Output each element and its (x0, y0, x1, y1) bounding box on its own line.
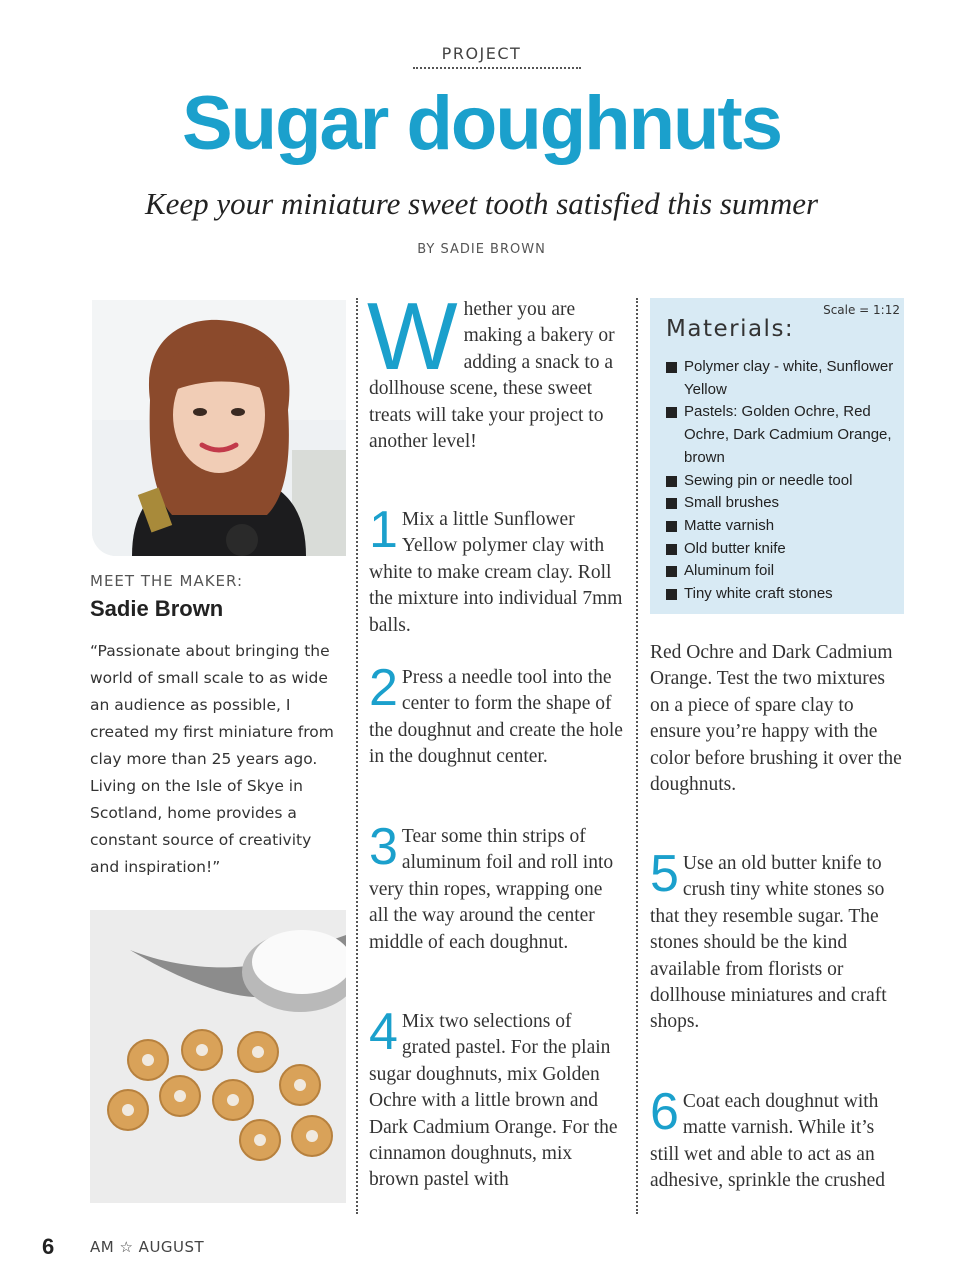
scale-note: Scale = 1:12 (823, 303, 900, 317)
step-1 (369, 501, 625, 639)
doughnuts-photo (90, 910, 346, 1203)
materials-item: Tiny white craft stones (666, 583, 904, 606)
step-text: Mix two selections of grated pastel. For the plain sugar doughnuts, mix Golden Ochre with a little brown and Dark Cadmium Orange. For the cinnamon doughnuts, mix brown pastel with (369, 1011, 618, 1191)
materials-item: Aluminum foil (666, 560, 904, 583)
step-2 (369, 659, 625, 771)
step-number: 3 (369, 818, 398, 876)
column-divider-right (636, 298, 638, 1214)
materials-item: Small brushes (666, 492, 904, 515)
maker-photo (92, 300, 346, 556)
step-5 (650, 845, 906, 1036)
intro-text: hether you are making a bakery or adding a snack to a dollhouse scene, these sweet treats will take your project to another level! (369, 299, 615, 453)
step-text: Use an old butter knife to crush tiny white stones so that they resemble sugar. The stones should be the kind available from florists or dollhouse miniatures and craft shops. (650, 853, 887, 1033)
step-number: 2 (369, 659, 398, 717)
step-number: 4 (369, 1003, 398, 1061)
maker-name: Sadie Brown (90, 596, 224, 621)
step-text: Mix a little Sunflower Yellow polymer clay with white to make cream clay. Roll the mixture into individual 7mm balls. (369, 509, 623, 636)
column-divider-left (356, 298, 358, 1214)
step-text: Press a needle tool into the center to form the shape of the doughnut and create the hole in the doughnut center. (369, 667, 623, 768)
section-label: PROJECT (441, 44, 522, 63)
materials-item: Old butter knife (666, 538, 904, 561)
materials-item: Sewing pin or needle tool (666, 470, 904, 493)
step-number: 1 (369, 501, 398, 559)
materials-list (666, 356, 904, 606)
step-4-continuation (650, 640, 906, 798)
step-4 (369, 1003, 625, 1194)
step-6 (650, 1083, 906, 1195)
drop-cap: W (367, 283, 458, 390)
materials-item: Pastels: Golden Ochre, Red Ochre, Dark Cadmium Orange, brown (666, 401, 904, 469)
magazine-issue: AM ☆ AUGUST (90, 1238, 205, 1256)
byline: BY SADIE BROWN (417, 242, 546, 257)
page-subtitle: Keep your miniature sweet tooth satisfied this summer (144, 186, 819, 221)
step-3 (369, 818, 625, 956)
continuation-text: Red Ochre and Dark Cadmium Orange. Test the two mixtures on a piece of spare clay to ensure you’re happy with the color before brushing it over the doughnuts. (650, 642, 902, 796)
step-text: Tear some thin strips of aluminum foil and roll into very thin ropes, wrapping one all the way around the center middle of each doughnut. (369, 826, 614, 953)
meet-the-maker-label: MEET THE MAKER: (90, 572, 244, 590)
page-title: Sugar doughnuts (181, 81, 782, 166)
step-text: Coat each doughnut with matte varnish. While it’s still wet and able to act as an adhesive, sprinkle the crushed (650, 1091, 886, 1192)
page-number: 6 (42, 1234, 55, 1259)
section-divider (413, 67, 581, 69)
intro-paragraph (367, 283, 625, 455)
materials-title: Materials: (666, 316, 795, 342)
materials-item: Polymer clay - white, Sunflower Yellow (666, 356, 904, 401)
step-number: 5 (650, 845, 679, 903)
materials-box (650, 298, 904, 614)
maker-quote: “Passionate about bringing the world of small scale to as wide an audience as possible, I created my first miniature from clay more than 25 years ago. Living on the Isle of Skye in Scotland, home provides a constant source of creativity and inspiration!” (90, 642, 334, 876)
materials-item: Matte varnish (666, 515, 904, 538)
step-number: 6 (650, 1083, 679, 1141)
